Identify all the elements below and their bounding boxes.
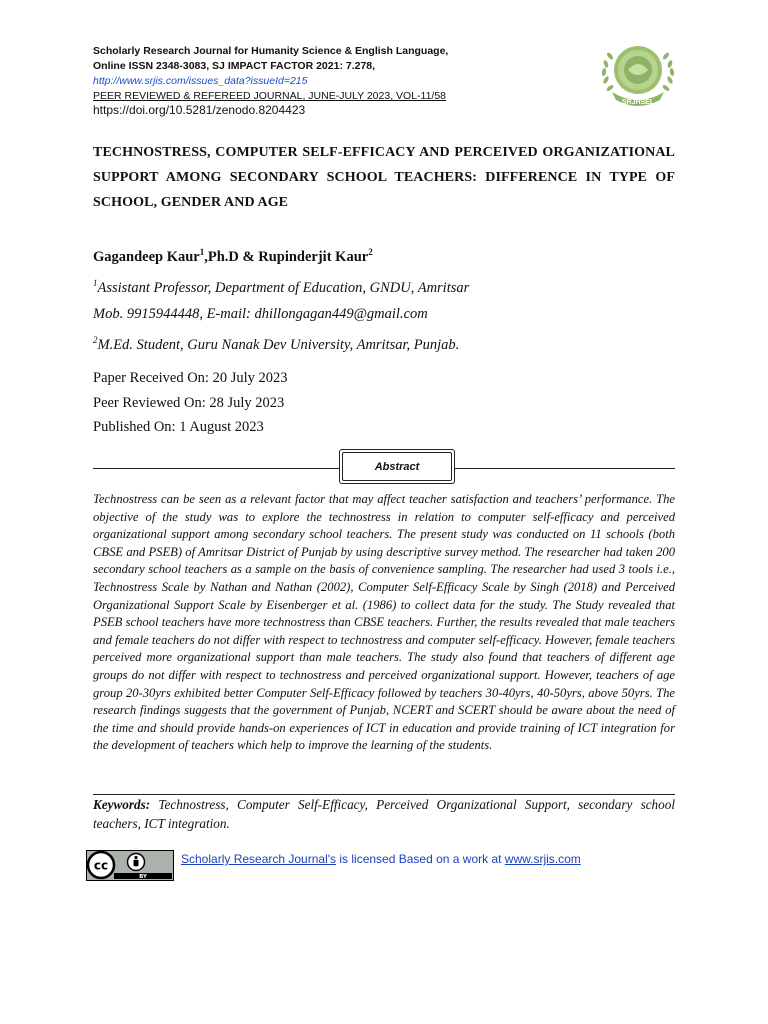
license-statement xyxy=(181,851,581,867)
keywords-label: Keywords: xyxy=(93,797,151,812)
affiliation-2: $^2$M.Ed. Student, Guru Nanak Dev University, Amritsar, Punjab. xyxy=(93,335,460,353)
svg-text:SRJHSEL: SRJHSEL xyxy=(621,99,655,106)
keywords-block xyxy=(93,795,675,833)
paper-title: TECHNOSTRESS, COMPUTER SELF-EFFICACY AND PERCEIVED ORGANIZATIONAL SUPPORT AMONG SECONDARY SCHOOL TEACHERS: DIFFERENCE IN TYPE OF SCHOOL, GENDER AND AGE xyxy=(93,145,675,210)
author-contact: Mob. 9915944448, E-mail: dhillongagan449@gmail.com xyxy=(93,306,428,322)
site-link[interactable]: www.srjis.com xyxy=(504,852,581,866)
abstract-heading-box xyxy=(339,449,455,484)
publication-dates xyxy=(93,366,288,440)
cc-by-license-icon[interactable] xyxy=(86,850,174,881)
journal-link[interactable]: Scholarly Research Journal's xyxy=(181,852,337,866)
abstract-rule-left xyxy=(93,468,339,469)
journal-name: Scholarly Research Journal for Humanity Science & English Language, xyxy=(93,45,449,57)
affiliation-1: $^1$Assistant Professor, Department of Education, GNDU, Amritsar xyxy=(93,278,470,296)
published-date: Published On: 1 August 2023 xyxy=(93,419,264,435)
peer-review-line: PEER REVIEWED & REFEREED JOURNAL, JUNE-JULY 2023, VOL-11/58 xyxy=(93,90,447,102)
authors-block xyxy=(93,239,693,358)
issue-url-link[interactable]: http://www.srjis.com/issues_data?issueId=215 xyxy=(93,75,308,87)
received-date: Paper Received On: 20 July 2023 xyxy=(93,370,288,386)
journal-issn: Online ISSN 2348-3083, SJ IMPACT FACTOR 2021: 7.278, xyxy=(93,60,376,72)
svg-text:cc: cc xyxy=(93,858,109,873)
abstract-body: Technostress can be seen as a relevant factor that may affect teacher satisfaction and teachers’ performance. The objective of the study was to explore the technostress in relation to computer self-efficacy and perceived organizational support among secondary school teachers. The present study was conducted on 11 schools (both CBSE and PSEB) of Amritsar District of Punjab by using descriptive survey method. The researcher had taken 200 secondary school teachers as a sample on the basis of convenience sampling. The researcher had used 3 tools i.e., Technostress Scale by Nathan and Nathan (2002), Computer Self-Efficacy Scale by Singh (2018) and Perceived Organizational Support Scale by Eisenberger et al. (1986) to collect data for the study. The Study revealed that PSEB school teachers have more technostress than CBSE teachers. Further, the results revealed that male teachers and female teachers do not differ with respect to technostress and computer self-efficacy. However, female teachers perceived more organizational support than male teachers. The study also found that teachers of different age groups do not differ with respect to technostress and perceived organizational support. However, teachers of age group 20-30yrs exhibited better Computer Self-Efficacy followed by teachers 30-40yrs, 40-50yrs, above 50yrs. The research findings suggests that the government of Punjab, NCERT and SCERT should be aware about the need of the time and should provide hands-on experiences of ICT in education and provide training of ICT integration for the development of teachers which help to improve the learning of the students. xyxy=(93,492,675,753)
journal-logo-icon xyxy=(598,40,678,110)
doi-link[interactable]: https://doi.org/10.5281/zenodo.8204423 xyxy=(93,103,306,117)
abstract-heading: Abstract xyxy=(342,452,452,481)
reviewed-date: Peer Reviewed On: 28 July 2023 xyxy=(93,394,285,411)
journal-header xyxy=(93,44,593,118)
abstract-rule-right xyxy=(455,468,675,469)
license-text: is licensed Based on a work at xyxy=(336,852,505,866)
keywords-text: Technostress, Computer Self-Efficacy, Perceived Organizational Support, secondary school teachers, ICT integration. xyxy=(93,797,675,831)
svg-text:BY: BY xyxy=(139,874,147,881)
author-names: Gagandeep Kaur$^1$,Ph.D & Rupinderjit Kaur$^2$ xyxy=(93,247,373,265)
